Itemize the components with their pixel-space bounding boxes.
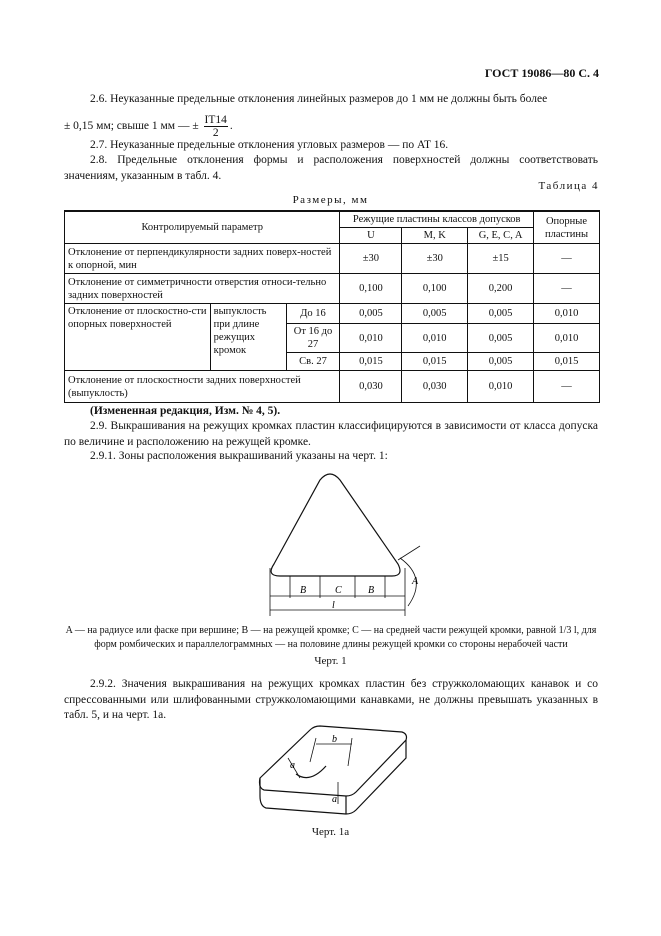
fig1a-label-a1: a <box>290 760 295 771</box>
table-4 <box>64 210 600 403</box>
row3c-len: Св. 27 <box>286 353 340 371</box>
fig1-label-c: C <box>335 585 342 596</box>
fig1a-label-b: b <box>332 734 337 745</box>
row3c-mk: 0,015 <box>402 353 468 371</box>
row4-sup: — <box>534 371 600 403</box>
row3a-len: До 16 <box>286 304 340 324</box>
row4-gec: 0,010 <box>468 371 534 403</box>
table-row <box>65 304 600 324</box>
th-param: Контролируемый параметр <box>65 211 340 244</box>
fraction-numerator: IT14 <box>204 114 227 126</box>
row3b-u: 0,010 <box>340 324 402 353</box>
fig1-label-b1: B <box>300 585 307 596</box>
table-row <box>65 371 600 403</box>
table-units: Размеры, мм <box>292 194 369 206</box>
row4-param: Отклонение от плоскостности задних поверхностей (выпуклость) <box>65 371 340 403</box>
row2-u: 0,100 <box>340 274 402 304</box>
row3b-mk: 0,010 <box>402 324 468 353</box>
row3a-u: 0,005 <box>340 304 402 324</box>
row3-param: Отклонение от плоскостно-сти опорных поверхностей <box>65 304 211 371</box>
row2-sup: — <box>534 274 600 304</box>
row3c-u: 0,015 <box>340 353 402 371</box>
row3a-gec: 0,005 <box>468 304 534 324</box>
row4-mk: 0,030 <box>402 371 468 403</box>
p26-line2-end: . <box>229 120 233 133</box>
insert-outline <box>271 474 400 576</box>
row3-sub: выпуклость при длине режущих кромок <box>210 304 286 371</box>
paragraph-2-7: 2.7. Неуказанные предельные отклонения угловых размеров — по AT 16. <box>90 139 449 151</box>
fig1-label-b2: B <box>368 585 375 596</box>
row3b-gec: 0,005 <box>468 324 534 353</box>
paragraph-2-9: 2.9. Выкрашивания на режущих кромках пластин классифицируются в зависимости от класса допуска по величине и расположению на режущей кромке. <box>64 420 598 448</box>
th-mk: M, K <box>402 228 468 244</box>
fig1a-title: Черт. 1а <box>311 826 350 838</box>
row4-u: 0,030 <box>340 371 402 403</box>
row1-param: Отклонение от перпендикулярности задних поверх-ностей к опорной, мин <box>65 244 340 274</box>
figure-1a-insert <box>252 722 410 818</box>
row3a-mk: 0,005 <box>402 304 468 324</box>
th-gec: G, E, C, A <box>468 228 534 244</box>
p26-line2: ± 0,15 мм; свыше 1 мм — ± <box>64 120 199 133</box>
row1-mk: ±30 <box>402 244 468 274</box>
th-group: Режущие пластины классов допусков <box>340 211 534 228</box>
row3b-len: От 16 до 27 <box>286 324 340 353</box>
edit-note: (Измененная редакция, Изм. № 4, 5). <box>90 405 281 417</box>
row3c-gec: 0,005 <box>468 353 534 371</box>
figure-1-triangle-insert <box>260 468 440 620</box>
p26-line1: 2.6. Неуказанные предельные отклонения линейных размеров до 1 мм не должны быть более <box>90 93 548 105</box>
fig1-title: Черт. 1 <box>314 655 347 667</box>
row3b-sup: 0,010 <box>534 324 600 353</box>
row3c-sup: 0,015 <box>534 353 600 371</box>
paragraph-2-9-2: 2.9.2. Значения выкрашивания на режущих кромках пластин без стружколомающих канавок и со спрессованными или шлифованными стружколомающими канавками, не должны превышать указанных в табл. 5, и на черт. 1а. <box>64 678 598 721</box>
paragraph-2-8: 2.8. Предельные отклонения формы и расположения поверхностей должны соответствовать значениям, указанным в табл. 4. <box>64 154 598 182</box>
table-row <box>65 244 600 274</box>
row2-gec: 0,200 <box>468 274 534 304</box>
table-label: Таблица 4 <box>538 180 599 192</box>
paragraph-2-6 <box>64 92 598 108</box>
fig1-label-a: A <box>412 576 419 587</box>
it14-fraction <box>204 114 228 139</box>
th-u: U <box>340 228 402 244</box>
fig1-caption-1: A — на радиусе или фаске при вершине; B — на режущей кромке; C — на средней части режущей кромки, равной 1/3 l, для <box>65 625 597 636</box>
fig1-caption-2: форм ромбических и параллелограммных — на половине длины режущей кромки со стороны нерабочей части <box>94 639 568 650</box>
row1-gec: ±15 <box>468 244 534 274</box>
row3a-sup: 0,010 <box>534 304 600 324</box>
paragraph-2-6-cont <box>64 114 598 139</box>
fig1-label-l: l <box>332 600 335 611</box>
chip-notch <box>296 766 326 778</box>
row2-param: Отклонение от симметричности отверстия относи-тельно задних поверхностей <box>65 274 340 304</box>
row1-sup: — <box>534 244 600 274</box>
table-row <box>65 274 600 304</box>
page-header: ГОСТ 19086—80 С. 4 <box>484 66 599 80</box>
fraction-denominator: 2 <box>212 127 219 139</box>
paragraph-2-9-1: 2.9.1. Зоны расположения выкрашиваний указаны на черт. 1: <box>90 450 388 462</box>
th-support: Опорные пластины <box>534 211 600 244</box>
fig1a-label-a2: a <box>332 794 337 805</box>
row1-u: ±30 <box>340 244 402 274</box>
row2-mk: 0,100 <box>402 274 468 304</box>
